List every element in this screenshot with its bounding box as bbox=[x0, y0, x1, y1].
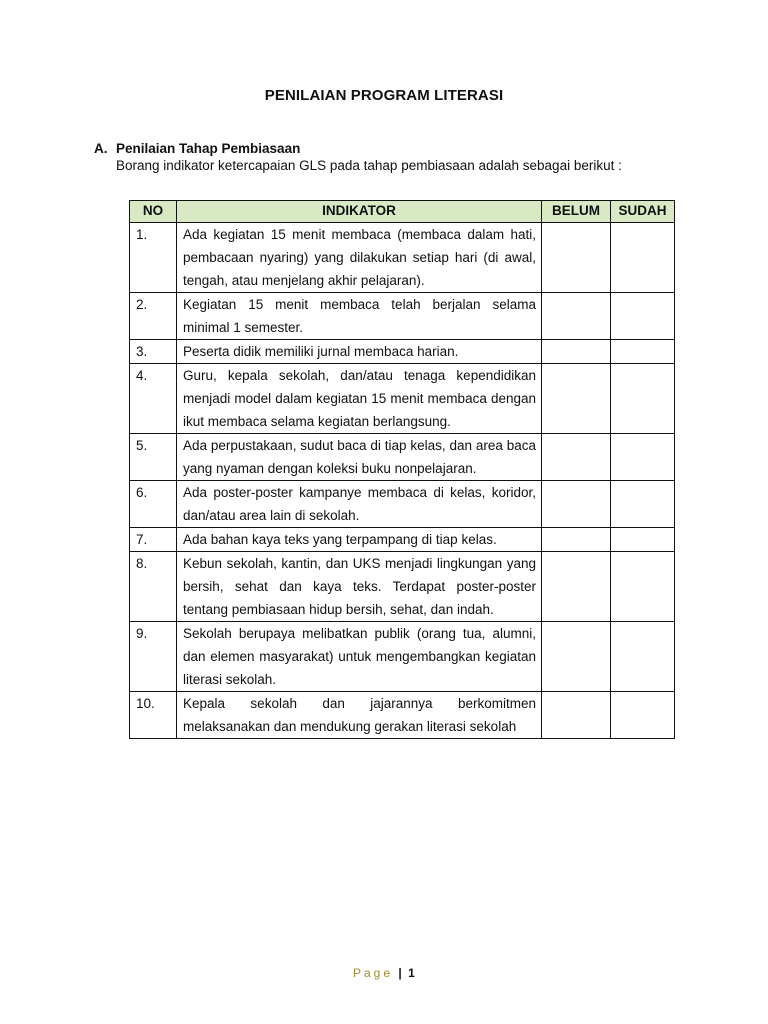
row-indicator: Kebun sekolah, kantin, dan UKS menjadi lingkungan yang bersih, sehat dan kaya teks. Terdapat poster-poster tentang pembiasaan hidup bersih, sehat, dan indah. bbox=[177, 552, 542, 622]
table-row bbox=[130, 481, 675, 528]
row-indicator: Ada kegiatan 15 menit membaca (membaca dalam hati, pembacaan nyaring) yang dilakukan setiap hari (di awal, tengah, atau menjelang akhir pelajaran). bbox=[177, 223, 542, 293]
row-indicator: Peserta didik memiliki jurnal membaca harian. bbox=[177, 340, 542, 364]
row-number: 5. bbox=[130, 434, 177, 481]
row-number: 2. bbox=[130, 293, 177, 340]
row-number: 7. bbox=[130, 528, 177, 552]
table-body bbox=[130, 223, 675, 739]
row-indicator: Kepala sekolah dan jajarannya berkomitmen melaksanakan dan mendukung gerakan literasi sekolah bbox=[177, 692, 542, 739]
belum-cell[interactable] bbox=[542, 223, 611, 293]
belum-cell[interactable] bbox=[542, 481, 611, 528]
row-number: 9. bbox=[130, 622, 177, 692]
table-header-row bbox=[130, 201, 675, 223]
header-belum: BELUM bbox=[542, 201, 611, 223]
belum-cell[interactable] bbox=[542, 434, 611, 481]
header-sudah: SUDAH bbox=[611, 201, 675, 223]
page-separator: | bbox=[398, 966, 402, 980]
row-number: 4. bbox=[130, 364, 177, 434]
belum-cell[interactable] bbox=[542, 340, 611, 364]
belum-cell[interactable] bbox=[542, 293, 611, 340]
row-indicator: Ada poster-poster kampanye membaca di kelas, koridor, dan/atau area lain di sekolah. bbox=[177, 481, 542, 528]
document-title: PENILAIAN PROGRAM LITERASI bbox=[264, 87, 504, 104]
sudah-cell[interactable] bbox=[611, 552, 675, 622]
section-intro: Borang indikator ketercapaian GLS pada tahap pembiasaan adalah sebagai berikut : bbox=[116, 158, 622, 173]
table-row bbox=[130, 223, 675, 293]
belum-cell[interactable] bbox=[542, 528, 611, 552]
section-a bbox=[94, 141, 694, 173]
belum-cell[interactable] bbox=[542, 364, 611, 434]
row-number: 8. bbox=[130, 552, 177, 622]
page-number: 1 bbox=[408, 966, 415, 980]
table-row bbox=[130, 692, 675, 739]
sudah-cell[interactable] bbox=[611, 528, 675, 552]
row-indicator: Guru, kepala sekolah, dan/atau tenaga kependidikan menjadi model dalam kegiatan 15 menit membaca dengan ikut membaca selama kegiatan berlangsung. bbox=[177, 364, 542, 434]
indicator-table bbox=[129, 200, 675, 739]
table-row bbox=[130, 528, 675, 552]
sudah-cell[interactable] bbox=[611, 481, 675, 528]
section-letter: A. bbox=[94, 141, 108, 156]
row-number: 10. bbox=[130, 692, 177, 739]
row-number: 1. bbox=[130, 223, 177, 293]
sudah-cell[interactable] bbox=[611, 223, 675, 293]
row-number: 6. bbox=[130, 481, 177, 528]
section-title: Penilaian Tahap Pembiasaan bbox=[116, 141, 301, 156]
table-row bbox=[130, 340, 675, 364]
header-indikator: INDIKATOR bbox=[177, 201, 542, 223]
table-row bbox=[130, 552, 675, 622]
sudah-cell[interactable] bbox=[611, 434, 675, 481]
sudah-cell[interactable] bbox=[611, 340, 675, 364]
sudah-cell[interactable] bbox=[611, 364, 675, 434]
belum-cell[interactable] bbox=[542, 622, 611, 692]
header-no: NO bbox=[130, 201, 177, 223]
sudah-cell[interactable] bbox=[611, 293, 675, 340]
row-indicator: Kegiatan 15 menit membaca telah berjalan selama minimal 1 semester. bbox=[177, 293, 542, 340]
belum-cell[interactable] bbox=[542, 552, 611, 622]
row-number: 3. bbox=[130, 340, 177, 364]
table-row bbox=[130, 364, 675, 434]
sudah-cell[interactable] bbox=[611, 692, 675, 739]
sudah-cell[interactable] bbox=[611, 622, 675, 692]
section-heading bbox=[94, 141, 694, 156]
table-row bbox=[130, 293, 675, 340]
table-row bbox=[130, 434, 675, 481]
page-label: Page bbox=[353, 966, 394, 980]
row-indicator: Ada bahan kaya teks yang terpampang di tiap kelas. bbox=[177, 528, 542, 552]
table-row bbox=[130, 622, 675, 692]
row-indicator: Ada perpustakaan, sudut baca di tiap kelas, dan area baca yang nyaman dengan koleksi buku nonpelajaran. bbox=[177, 434, 542, 481]
page-footer bbox=[353, 966, 415, 980]
belum-cell[interactable] bbox=[542, 692, 611, 739]
row-indicator: Sekolah berupaya melibatkan publik (orang tua, alumni, dan elemen masyarakat) untuk mengembangkan kegiatan literasi sekolah. bbox=[177, 622, 542, 692]
